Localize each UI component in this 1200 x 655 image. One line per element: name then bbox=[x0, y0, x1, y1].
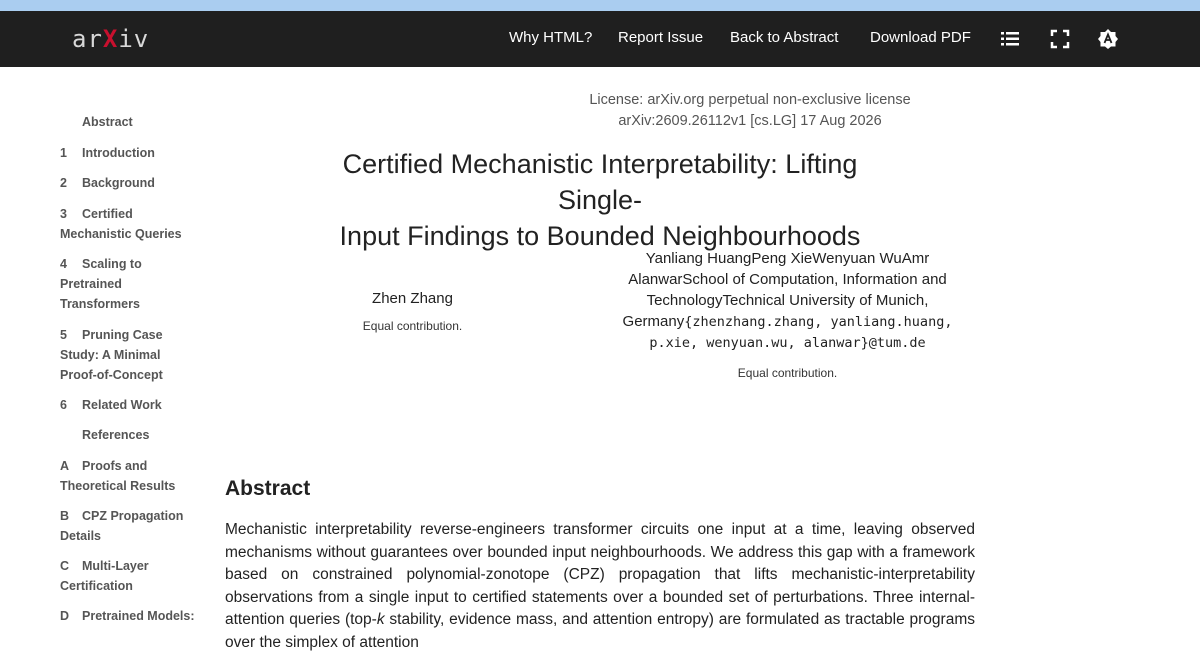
why-html-link[interactable]: Why HTML? bbox=[509, 29, 593, 46]
toc-item-related-work[interactable]: 6 Related Work bbox=[60, 398, 162, 412]
abstract-text: Mechanistic interpretability reverse-engineers transformer circuits one input at a time, leaving observed mechanisms without guarantees over bounded input neighbourhoods. We address this gap with a framework based on constrained polynomial-zonotope (CPZ) propagation that lifts mechanistic-interpretability observations from a single input to certified statements over a bounded set of perturbations. Three internal-attention queries (top-k stability, evidence mass, and attention entropy) are formulated as tractable programs over the simplex of attention bbox=[225, 521, 975, 651]
toc-item-certified-queries[interactable]: 3 Certified Mechanistic Queries bbox=[60, 207, 182, 241]
toc-item-appendix-d[interactable]: D Pretrained Models: bbox=[60, 609, 195, 623]
author-footnote: Equal contribution. bbox=[737, 366, 838, 380]
arxiv-logo[interactable]: arXiv bbox=[72, 25, 150, 53]
toc-item-scaling[interactable]: 4 Scaling to Pretrained Transformers bbox=[60, 257, 142, 311]
site-header bbox=[0, 11, 1200, 67]
author-block-1 bbox=[320, 290, 505, 333]
author-footnote: Equal contribution. bbox=[362, 319, 463, 333]
affiliation-line: AlanwarSchool of Computation, Information and bbox=[628, 271, 947, 288]
toc-item-pruning[interactable]: 5 Pruning Case Study: A Minimal Proof-of-Concept bbox=[60, 328, 163, 382]
email-line: p.xie, wenyuan.wu, alanwar}@tum.de bbox=[649, 335, 926, 351]
download-pdf-link[interactable]: Download PDF bbox=[870, 29, 971, 46]
author-name: Zhen Zhang bbox=[372, 290, 453, 307]
toc-item-references[interactable]: References bbox=[82, 428, 150, 442]
browser-top-strip bbox=[0, 0, 1200, 11]
author-block-2 bbox=[600, 248, 975, 384]
fullscreen-icon[interactable] bbox=[1049, 28, 1071, 50]
back-to-abstract-link[interactable]: Back to Abstract bbox=[730, 29, 839, 46]
report-issue-link[interactable]: Report Issue bbox=[618, 29, 704, 46]
abstract-heading: Abstract bbox=[225, 477, 311, 500]
toc-item-background[interactable]: 2 Background bbox=[60, 176, 155, 190]
paper-title: Certified Mechanistic Interpretability: Lifting Single- Input Findings to Bounded Neighbourhoods bbox=[339, 149, 861, 251]
affiliation-line: TechnologyTechnical University of Munich, bbox=[646, 292, 929, 309]
toc-item-appendix-a[interactable]: A Proofs and Theoretical Results bbox=[60, 459, 176, 493]
toc-item-abstract[interactable]: Abstract bbox=[82, 115, 133, 129]
toc-item-appendix-c[interactable]: C Multi-Layer Certification bbox=[60, 559, 149, 593]
arxiv-identifier: arXiv:2609.26112v1 [cs.LG] 17 Aug 2026 bbox=[618, 113, 882, 129]
toc-item-introduction[interactable]: 1 Introduction bbox=[60, 146, 155, 160]
author-names: Yanliang HuangPeng XieWenyuan WuAmr bbox=[645, 250, 930, 267]
license-text: License: arXiv.org perpetual non-exclusive license bbox=[589, 92, 911, 108]
theme-toggle-icon[interactable] bbox=[1097, 28, 1119, 50]
list-icon[interactable] bbox=[999, 28, 1021, 50]
toc-item-appendix-b[interactable]: B CPZ Propagation Details bbox=[60, 509, 184, 543]
affiliation-email-line: Germany{zhenzhang.zhang, yanliang.huang, bbox=[622, 313, 953, 330]
